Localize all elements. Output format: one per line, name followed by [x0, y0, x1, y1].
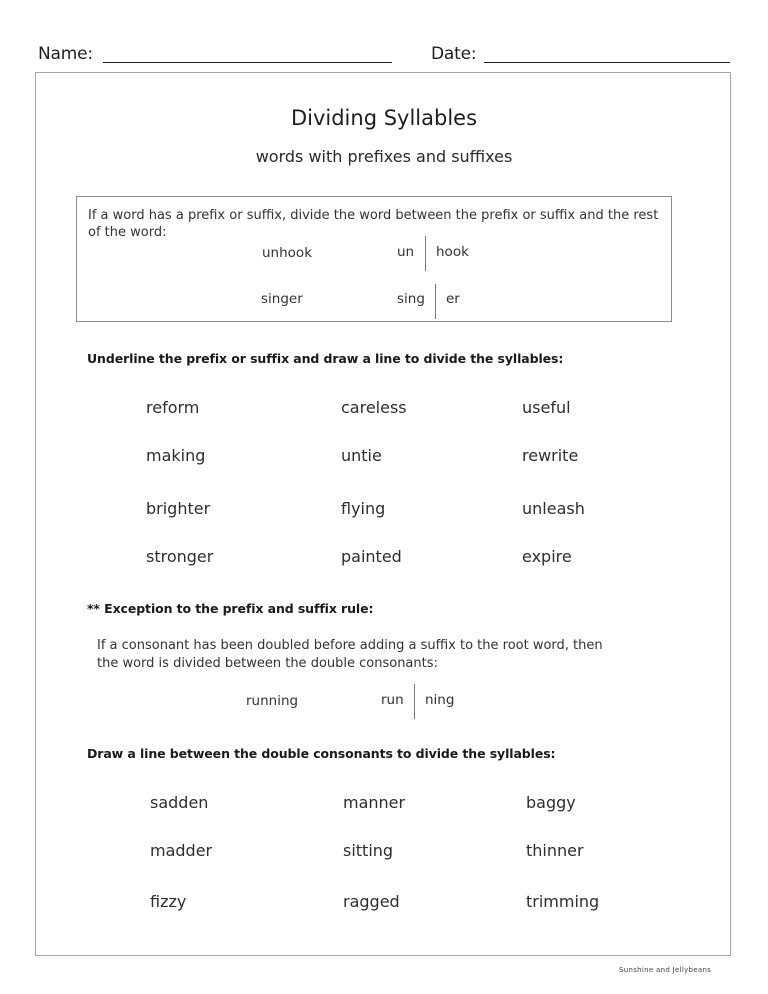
date-field[interactable]: [484, 62, 730, 63]
syllable-divider: [425, 236, 426, 271]
word-item: flying: [341, 499, 386, 518]
exception-text-line2: the word is divided between the double consonants:: [97, 656, 438, 671]
word-item: fizzy: [150, 892, 187, 911]
word-item: manner: [343, 793, 406, 812]
page-title: Dividing Syllables: [290, 106, 478, 130]
name-field[interactable]: [103, 62, 392, 63]
exception-example-part1: run: [381, 692, 404, 708]
word-item: baggy: [526, 793, 576, 812]
word-item: careless: [341, 398, 407, 417]
example-1-part2: hook: [436, 244, 469, 260]
exception-heading: ** Exception to the prefix and suffix rule:: [87, 601, 374, 616]
word-item: sadden: [150, 793, 209, 812]
name-label: Name:: [38, 44, 93, 64]
example-word-2: singer: [261, 291, 303, 307]
word-item: stronger: [146, 547, 214, 566]
exception-text-line1: If a consonant has been doubled before adding a suffix to the root word, then: [97, 638, 603, 653]
example-word-1: unhook: [262, 245, 313, 261]
word-item: rewrite: [522, 446, 579, 465]
word-item: trimming: [526, 892, 600, 911]
word-item: brighter: [146, 499, 211, 518]
rule-text: If a word has a prefix or suffix, divide the word between the prefix or suffix and the rest of the word:: [88, 208, 659, 240]
word-item: reform: [146, 398, 200, 417]
example-2-part2: er: [446, 291, 460, 307]
exception-example-word: running: [246, 693, 299, 709]
syllable-divider: [414, 684, 415, 719]
word-item: expire: [522, 547, 572, 566]
example-2-part1: sing: [397, 291, 425, 307]
word-item: ragged: [343, 892, 400, 911]
exception-example-part2: ning: [425, 692, 455, 708]
section2-instruction: Draw a line between the double consonants to divide the syllables:: [87, 746, 556, 761]
page-subtitle: words with prefixes and suffixes: [255, 147, 513, 166]
word-item: useful: [522, 398, 571, 417]
footer-credit: Sunshine and Jellybeans: [619, 966, 712, 974]
word-item: unleash: [522, 499, 585, 518]
word-item: madder: [150, 841, 213, 860]
section1-instruction: Underline the prefix or suffix and draw a line to divide the syllables:: [87, 351, 564, 366]
word-item: making: [146, 446, 206, 465]
date-label: Date:: [431, 44, 477, 64]
example-1-part1: un: [397, 244, 415, 260]
syllable-divider: [435, 284, 436, 319]
word-item: untie: [341, 446, 382, 465]
word-item: sitting: [343, 841, 394, 860]
word-item: painted: [341, 547, 402, 566]
word-item: thinner: [526, 841, 584, 860]
